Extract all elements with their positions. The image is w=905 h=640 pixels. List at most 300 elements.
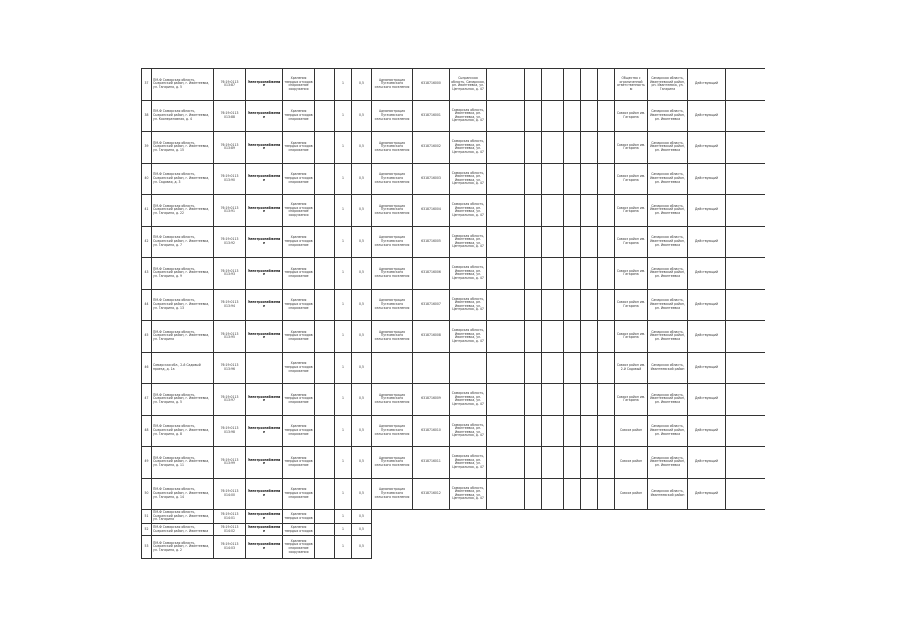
cell-empty bbox=[542, 478, 564, 510]
cell-cad: 76:19:0113 013:96 bbox=[214, 352, 246, 384]
cell-purpose: Хранения твердых отходов снаряжение bbox=[283, 384, 315, 416]
cell-org: Самарская область, Ивантеевка, рп. Ивантеевка, ул. Центральная, д. 47 bbox=[450, 100, 487, 132]
cell-qty: 1 bbox=[335, 100, 352, 132]
cell-empty bbox=[581, 195, 598, 227]
cell-empty bbox=[564, 289, 581, 321]
cell-loc: Самарская область, Ивантеевский район bbox=[648, 352, 688, 384]
cell-empty bbox=[525, 352, 542, 384]
table-row bbox=[142, 132, 766, 164]
cell-no: 41 bbox=[142, 195, 152, 227]
cell-loc: Самарская область, Ивантеевский район, рп. Ивантеевка bbox=[648, 384, 688, 416]
cell-empty bbox=[487, 447, 525, 479]
cell-val: 0,5 bbox=[352, 163, 372, 195]
cell-empty bbox=[315, 195, 335, 227]
cell-inn bbox=[413, 352, 450, 384]
cell-org: Самарская область, Ивантеевка, рп. Ивантеевка, ул. Центральная, д. 47 bbox=[450, 415, 487, 447]
cell-type: Электроснабжение bbox=[246, 510, 283, 524]
cell-empty bbox=[598, 195, 615, 227]
cell-qty: 1 bbox=[335, 478, 352, 510]
cell-empty bbox=[598, 100, 615, 132]
cell-loc: Самарская область, Ивантеевский район, рп. Ивантеевка, ул. Гагарина bbox=[648, 69, 688, 101]
cell-empty bbox=[726, 321, 766, 353]
table-row bbox=[142, 258, 766, 290]
cell-type: Электроснабжение bbox=[246, 536, 283, 559]
cell-empty bbox=[598, 384, 615, 416]
cell-cad: 76:19:0113 013:95 bbox=[214, 321, 246, 353]
cell-addr: ПМ-Ф Самарская область, Сызранский район, г. Ивантеевка, ул. Садовая, д. 3 bbox=[152, 163, 214, 195]
cell-no: 53 bbox=[142, 536, 152, 559]
cell-qty: 1 bbox=[335, 447, 352, 479]
cell-val: 0,5 bbox=[352, 536, 372, 559]
cell-empty bbox=[315, 258, 335, 290]
cell-empty bbox=[315, 132, 335, 164]
cell-resp: Администрация Пугачевского сельского поселения bbox=[372, 384, 413, 416]
cell-addr: ПМ-Ф Самарская область, Сызранский район, г. Ивантеевка, ул. Гагарина, д. 2 bbox=[152, 536, 214, 559]
cell-org: Самарская область, Ивантеевка, рп. Ивантеевка, ул. Центральная, д. 47 bbox=[450, 195, 487, 227]
cell-type bbox=[246, 352, 283, 384]
cell-empty bbox=[487, 321, 525, 353]
register-table bbox=[141, 68, 765, 559]
cell-empty bbox=[564, 258, 581, 290]
cell-status: Действующий bbox=[688, 69, 726, 101]
cell-type: Электроснабжение bbox=[246, 163, 283, 195]
cell-holder: Совхоз район им. Гагарина bbox=[615, 258, 648, 290]
cell-empty bbox=[564, 163, 581, 195]
cell-purpose: Хранения твердых отходов снаряжение bbox=[283, 163, 315, 195]
cell-qty: 1 bbox=[335, 524, 352, 536]
cell-empty bbox=[525, 69, 542, 101]
cell-val: 0,5 bbox=[352, 258, 372, 290]
cell-org: Самарская область, Ивантеевка, рп. Ивантеевка, ул. Центральная, д. 47 bbox=[450, 163, 487, 195]
cell-addr: ПМ-Ф Самарская область, Сызранский район, г. Ивантеевка, ул. Гагарина, д. 22 bbox=[152, 195, 214, 227]
cell-status: Действующий bbox=[688, 415, 726, 447]
cell-inn: 6318716004 bbox=[413, 195, 450, 227]
table-row bbox=[142, 536, 766, 559]
cell-val: 0,5 bbox=[352, 524, 372, 536]
cell-addr: ПМ-Ф Самарская область, Сызранский район, г. Ивантеевка, ул. Гагарина, д. 11 bbox=[152, 447, 214, 479]
table-row bbox=[142, 195, 766, 227]
cell-loc: Самарская область, Ивантеевский район, рп. Ивантеевка bbox=[648, 163, 688, 195]
blank-area bbox=[372, 536, 766, 559]
cell-cad: 76:19:0113 014:00 bbox=[214, 478, 246, 510]
cell-holder: Совхоз район им. Гагарина bbox=[615, 226, 648, 258]
cell-cad: 76:19:0113 013:90 bbox=[214, 163, 246, 195]
cell-empty bbox=[598, 258, 615, 290]
cell-purpose: Хранения твердых отходов снаряжение bbox=[283, 415, 315, 447]
cell-status: Действующий bbox=[688, 195, 726, 227]
register-table-body bbox=[142, 69, 766, 559]
table-row bbox=[142, 510, 766, 524]
cell-empty bbox=[487, 352, 525, 384]
cell-purpose: Хранения твердых отходов снаряжение сооружения bbox=[283, 195, 315, 227]
cell-empty bbox=[525, 447, 542, 479]
cell-empty bbox=[315, 384, 335, 416]
cell-cad: 76:19:0113 014:01 bbox=[214, 510, 246, 524]
cell-no: 40 bbox=[142, 163, 152, 195]
cell-cad: 76:19:0113 013:97 bbox=[214, 384, 246, 416]
cell-val: 0,5 bbox=[352, 100, 372, 132]
cell-empty bbox=[315, 100, 335, 132]
cell-no: 46 bbox=[142, 352, 152, 384]
cell-val: 0,5 bbox=[352, 447, 372, 479]
cell-empty bbox=[564, 69, 581, 101]
cell-no: 49 bbox=[142, 447, 152, 479]
cell-inn: 6318716005 bbox=[413, 226, 450, 258]
cell-cad: 76:19:0113 013:94 bbox=[214, 289, 246, 321]
cell-addr: ПМ-Ф Самарская область, Сызранский район, г. Ивантеевка, ул. Гагарина, д. 5 bbox=[152, 69, 214, 101]
cell-inn: 6318716008 bbox=[413, 321, 450, 353]
cell-val: 0,5 bbox=[352, 289, 372, 321]
cell-holder: Совхоз район им. Гагарина bbox=[615, 384, 648, 416]
cell-loc: Самарская область, Ивантеевский район, рп. Ивантеевка bbox=[648, 415, 688, 447]
cell-inn: 6318716001 bbox=[413, 100, 450, 132]
cell-addr: ПМ-Ф Самарская область, Сызранский район, г. Ивантеевка, ул. Гагарина, д. 15 bbox=[152, 132, 214, 164]
cell-purpose: Хранения твердых отходов снаряжение bbox=[283, 226, 315, 258]
cell-empty bbox=[525, 289, 542, 321]
cell-empty bbox=[564, 478, 581, 510]
cell-holder: Совхоз район им. Гагарина bbox=[615, 195, 648, 227]
cell-status: Действующий bbox=[688, 352, 726, 384]
cell-inn: 6318716003 bbox=[413, 163, 450, 195]
cell-empty bbox=[581, 289, 598, 321]
table-row bbox=[142, 384, 766, 416]
cell-empty bbox=[726, 384, 766, 416]
cell-empty bbox=[726, 447, 766, 479]
table-row bbox=[142, 226, 766, 258]
cell-empty bbox=[726, 100, 766, 132]
cell-no: 39 bbox=[142, 132, 152, 164]
cell-empty bbox=[315, 447, 335, 479]
cell-status: Действующий bbox=[688, 478, 726, 510]
cell-empty bbox=[598, 132, 615, 164]
cell-empty bbox=[542, 100, 564, 132]
cell-empty bbox=[564, 226, 581, 258]
cell-empty bbox=[542, 321, 564, 353]
cell-empty bbox=[581, 69, 598, 101]
cell-type: Электроснабжение bbox=[246, 478, 283, 510]
cell-loc: Самарская область, Ивантеевский район, рп. Ивантеевка bbox=[648, 258, 688, 290]
cell-no: 45 bbox=[142, 321, 152, 353]
cell-type: Электроснабжение bbox=[246, 524, 283, 536]
cell-status: Действующий bbox=[688, 132, 726, 164]
cell-addr: ПМ-Ф Самарская область, Сызранский район, г. Ивантеевка, ул. Гагарина, д. 13 bbox=[152, 289, 214, 321]
cell-qty: 1 bbox=[335, 132, 352, 164]
cell-empty bbox=[315, 352, 335, 384]
cell-cad: 76:19:0113 013:98 bbox=[214, 415, 246, 447]
cell-qty: 1 bbox=[335, 163, 352, 195]
cell-addr: ПМ-Ф Самарская область, Сызранский район, г. Ивантеевка, ул. Кооперативная, д. 4 bbox=[152, 100, 214, 132]
cell-empty bbox=[598, 415, 615, 447]
cell-empty bbox=[542, 289, 564, 321]
cell-holder: Совхоз район им. Гагарина bbox=[615, 289, 648, 321]
cell-empty bbox=[581, 447, 598, 479]
cell-inn: 6318716002 bbox=[413, 132, 450, 164]
cell-addr: Самарская обл., 2-й Садовый проезд, д. 1а bbox=[152, 352, 214, 384]
cell-type: Электроснабжение bbox=[246, 321, 283, 353]
cell-empty bbox=[726, 163, 766, 195]
cell-empty bbox=[315, 536, 335, 559]
cell-status: Действующий bbox=[688, 289, 726, 321]
cell-resp: Администрация Пугачевского сельского поселения bbox=[372, 289, 413, 321]
cell-cad: 76:19:0113 013:87 bbox=[214, 69, 246, 101]
cell-type: Электроснабжение bbox=[246, 447, 283, 479]
cell-empty bbox=[564, 100, 581, 132]
cell-empty bbox=[315, 321, 335, 353]
cell-empty bbox=[598, 163, 615, 195]
cell-holder: Совхоз район bbox=[615, 415, 648, 447]
cell-empty bbox=[726, 258, 766, 290]
cell-empty bbox=[598, 226, 615, 258]
cell-no: 42 bbox=[142, 226, 152, 258]
cell-inn: 6318716007 bbox=[413, 289, 450, 321]
cell-inn: 6318716009 bbox=[413, 384, 450, 416]
cell-purpose: Хранения твердых отходов bbox=[283, 524, 315, 536]
cell-empty bbox=[315, 226, 335, 258]
cell-cad: 76:19:0113 013:93 bbox=[214, 258, 246, 290]
cell-status: Действующий bbox=[688, 384, 726, 416]
cell-qty: 1 bbox=[335, 510, 352, 524]
cell-loc: Самарская область, Ивантеевский район, рп. Ивантеевка bbox=[648, 321, 688, 353]
cell-empty bbox=[487, 226, 525, 258]
cell-type: Электроснабжение bbox=[246, 384, 283, 416]
cell-empty bbox=[581, 415, 598, 447]
cell-cad: 76:19:0113 013:99 bbox=[214, 447, 246, 479]
cell-cad: 76:19:0113 014:02 bbox=[214, 524, 246, 536]
cell-empty bbox=[581, 132, 598, 164]
cell-empty bbox=[726, 226, 766, 258]
cell-empty bbox=[487, 478, 525, 510]
cell-type: Электроснабжение bbox=[246, 226, 283, 258]
cell-type: Электроснабжение bbox=[246, 195, 283, 227]
cell-holder: Общество с ограниченной ответственностью bbox=[615, 69, 648, 101]
cell-addr: ПМ-Ф Самарская область, Сызранский район, г. Ивантеевка, ул. Гагарина bbox=[152, 510, 214, 524]
cell-qty: 1 bbox=[335, 415, 352, 447]
cell-empty bbox=[564, 321, 581, 353]
cell-cad: 76:19:0113 013:88 bbox=[214, 100, 246, 132]
cell-addr: ПМ-Ф Самарская область, Сызранский район, г. Ивантеевка, ул. Гагарина bbox=[152, 321, 214, 353]
cell-qty: 1 bbox=[335, 321, 352, 353]
cell-resp bbox=[372, 352, 413, 384]
cell-qty: 1 bbox=[335, 226, 352, 258]
cell-purpose: Хранения твердых отходов снаряжение bbox=[283, 289, 315, 321]
table-row bbox=[142, 352, 766, 384]
cell-no: 37 bbox=[142, 69, 152, 101]
cell-empty bbox=[525, 195, 542, 227]
cell-status: Действующий bbox=[688, 321, 726, 353]
cell-resp: Администрация Пугачевского сельского поселения bbox=[372, 69, 413, 101]
cell-inn: 6318716006 bbox=[413, 258, 450, 290]
cell-loc: Самарская область, Ивантеевский район, рп. Ивантеевка bbox=[648, 195, 688, 227]
cell-empty bbox=[487, 258, 525, 290]
blank-area bbox=[372, 510, 766, 524]
cell-empty bbox=[581, 384, 598, 416]
cell-empty bbox=[542, 132, 564, 164]
cell-empty bbox=[525, 321, 542, 353]
cell-purpose: Хранения твердых отходов снаряжение bbox=[283, 321, 315, 353]
cell-qty: 1 bbox=[335, 352, 352, 384]
cell-org: Самарская область, Ивантеевка, рп. Ивантеевка, ул. Центральная, д. 47 bbox=[450, 447, 487, 479]
cell-resp: Администрация Пугачевского сельского поселения bbox=[372, 415, 413, 447]
cell-val: 0,5 bbox=[352, 321, 372, 353]
cell-addr: ПМ-Ф Самарская область, Сызранский район, г. Ивантеевка, ул. Гагарина, д. 9 bbox=[152, 258, 214, 290]
cell-empty bbox=[726, 415, 766, 447]
cell-holder: Совхоз район bbox=[615, 447, 648, 479]
cell-holder: Совхоз район им. Гагарина bbox=[615, 132, 648, 164]
cell-empty bbox=[315, 524, 335, 536]
cell-val: 0,5 bbox=[352, 132, 372, 164]
cell-resp: Администрация Пугачевского сельского поселения bbox=[372, 321, 413, 353]
cell-no: 44 bbox=[142, 289, 152, 321]
cell-purpose: Хранения твердых отходов снаряжение bbox=[283, 132, 315, 164]
cell-empty bbox=[598, 69, 615, 101]
cell-empty bbox=[525, 100, 542, 132]
cell-resp: Администрация Пугачевского сельского поселения bbox=[372, 226, 413, 258]
cell-status: Действующий bbox=[688, 163, 726, 195]
cell-empty bbox=[525, 384, 542, 416]
cell-empty bbox=[598, 321, 615, 353]
cell-empty bbox=[487, 100, 525, 132]
cell-addr: ПМ-Ф Самарская область, Сызранский район, г. Ивантеевка, ул. Гагарина, д. 14 bbox=[152, 478, 214, 510]
cell-holder: Совхоз район им. Гагарина bbox=[615, 100, 648, 132]
cell-type: Электроснабжение bbox=[246, 132, 283, 164]
cell-org: Самарская область, Ивантеевка, рп. Ивантеевка, ул. Центральная, д. 47 bbox=[450, 321, 487, 353]
cell-holder: Совхоз район им. Гагарина bbox=[615, 321, 648, 353]
cell-empty bbox=[726, 69, 766, 101]
table-row bbox=[142, 447, 766, 479]
cell-resp: Администрация Пугачевского сельского поселения bbox=[372, 478, 413, 510]
cell-type: Электроснабжение bbox=[246, 258, 283, 290]
table-row bbox=[142, 524, 766, 536]
cell-empty bbox=[542, 69, 564, 101]
cell-loc: Самарская область, Ивантеевский район, рп. Ивантеевка bbox=[648, 132, 688, 164]
cell-empty bbox=[315, 415, 335, 447]
cell-resp: Администрация Пугачевского сельского поселения bbox=[372, 258, 413, 290]
table-row bbox=[142, 415, 766, 447]
cell-empty bbox=[487, 163, 525, 195]
cell-inn: 6318716010 bbox=[413, 415, 450, 447]
cell-val: 0,5 bbox=[352, 510, 372, 524]
table-row bbox=[142, 69, 766, 101]
cell-val: 0,5 bbox=[352, 195, 372, 227]
cell-resp: Администрация Пугачевского сельского поселения bbox=[372, 447, 413, 479]
cell-val: 0,5 bbox=[352, 478, 372, 510]
cell-empty bbox=[525, 478, 542, 510]
cell-empty bbox=[487, 195, 525, 227]
cell-type: Электроснабжение bbox=[246, 69, 283, 101]
cell-empty bbox=[581, 163, 598, 195]
cell-cad: 76:19:0113 013:89 bbox=[214, 132, 246, 164]
cell-no: 43 bbox=[142, 258, 152, 290]
cell-loc: Самарская область, Ивантеевский район, рп. Ивантеевка bbox=[648, 447, 688, 479]
cell-empty bbox=[564, 352, 581, 384]
table-row bbox=[142, 321, 766, 353]
cell-val: 0,5 bbox=[352, 352, 372, 384]
cell-no: 51 bbox=[142, 510, 152, 524]
cell-resp: Администрация Пугачевского сельского поселения bbox=[372, 195, 413, 227]
cell-empty bbox=[598, 478, 615, 510]
cell-empty bbox=[315, 69, 335, 101]
cell-purpose: Хранения твердых отходов снаряжение bbox=[283, 447, 315, 479]
cell-empty bbox=[598, 289, 615, 321]
cell-empty bbox=[525, 258, 542, 290]
cell-status: Действующий bbox=[688, 258, 726, 290]
cell-empty bbox=[598, 352, 615, 384]
cell-empty bbox=[487, 69, 525, 101]
cell-holder: Совхоз район bbox=[615, 478, 648, 510]
cell-empty bbox=[315, 289, 335, 321]
blank-area bbox=[372, 524, 766, 536]
cell-inn: 6318716000 bbox=[413, 69, 450, 101]
cell-val: 0,5 bbox=[352, 415, 372, 447]
table-row bbox=[142, 163, 766, 195]
cell-inn: 6318716011 bbox=[413, 447, 450, 479]
cell-empty bbox=[581, 321, 598, 353]
cell-empty bbox=[487, 384, 525, 416]
cell-org: Самарская область, Ивантеевка, рп. Ивантеевка, ул. Центральная, д. 47 bbox=[450, 384, 487, 416]
cell-type: Электроснабжение bbox=[246, 415, 283, 447]
cell-purpose: Хранения твердых отходов bbox=[283, 510, 315, 524]
table-row bbox=[142, 100, 766, 132]
cell-empty bbox=[542, 258, 564, 290]
cell-resp: Администрация Пугачевского сельского поселения bbox=[372, 100, 413, 132]
cell-no: 50 bbox=[142, 478, 152, 510]
cell-empty bbox=[726, 478, 766, 510]
cell-empty bbox=[726, 132, 766, 164]
cell-empty bbox=[726, 195, 766, 227]
cell-qty: 1 bbox=[335, 258, 352, 290]
cell-org: Самарская область, Ивантеевка, рп. Ивантеевка, ул. Центральная, д. 47 bbox=[450, 478, 487, 510]
cell-org: Самарская область, Ивантеевка, рп. Ивантеевка, ул. Центральная, д. 47 bbox=[450, 258, 487, 290]
cell-empty bbox=[581, 258, 598, 290]
cell-empty bbox=[564, 132, 581, 164]
cell-org bbox=[450, 352, 487, 384]
cell-purpose: Хранения твердых отходов снаряжение bbox=[283, 352, 315, 384]
cell-loc: Самарская область, Ивантеевский район, рп. Ивантеевка bbox=[648, 289, 688, 321]
cell-no: 38 bbox=[142, 100, 152, 132]
cell-val: 0,5 bbox=[352, 69, 372, 101]
table-row bbox=[142, 478, 766, 510]
cell-empty bbox=[542, 447, 564, 479]
cell-type: Электроснабжение bbox=[246, 289, 283, 321]
cell-no: 52 bbox=[142, 524, 152, 536]
cell-addr: ПМ-Ф Самарская область, Сызранский район, г. Ивантеевка bbox=[152, 524, 214, 536]
cell-qty: 1 bbox=[335, 69, 352, 101]
cell-empty bbox=[581, 478, 598, 510]
cell-empty bbox=[564, 447, 581, 479]
cell-org: Самарская область, Ивантеевка, рп. Ивантеевка, ул. Центральная, д. 47 bbox=[450, 289, 487, 321]
cell-empty bbox=[525, 132, 542, 164]
cell-org: Сызранская область, Самарская, рп. Ивантеевка, ул. Центральная, д. 47 bbox=[450, 69, 487, 101]
cell-holder: Совхоз район им. 2-й Садовый bbox=[615, 352, 648, 384]
cell-empty bbox=[487, 132, 525, 164]
cell-loc: Самарская область, Ивантеевский район bbox=[648, 478, 688, 510]
cell-empty bbox=[726, 352, 766, 384]
cell-empty bbox=[315, 478, 335, 510]
cell-empty bbox=[581, 226, 598, 258]
cell-val: 0,5 bbox=[352, 384, 372, 416]
cell-addr: ПМ-Ф Самарская область, Сызранский район, г. Ивантеевка, ул. Гагарина, д. 8 bbox=[152, 415, 214, 447]
cell-qty: 1 bbox=[335, 384, 352, 416]
cell-no: 47 bbox=[142, 384, 152, 416]
cell-qty: 1 bbox=[335, 536, 352, 559]
table-row bbox=[142, 289, 766, 321]
cell-empty bbox=[315, 510, 335, 524]
cell-addr: ПМ-Ф Самарская область, Сызранский район, г. Ивантеевка, ул. Гагарина, д. 7 bbox=[152, 226, 214, 258]
cell-empty bbox=[487, 415, 525, 447]
cell-no: 48 bbox=[142, 415, 152, 447]
cell-loc: Самарская область, Ивантеевский район, рп. Ивантеевка bbox=[648, 100, 688, 132]
cell-empty bbox=[564, 195, 581, 227]
